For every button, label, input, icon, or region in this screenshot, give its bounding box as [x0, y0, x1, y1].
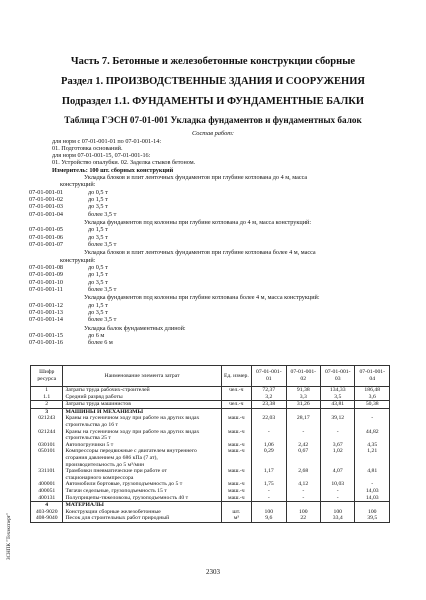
cell-line: Автомобили бортовые, грузоподъемность до 5 т: [65, 481, 183, 488]
cell-line: 400131: [38, 494, 56, 501]
value-cell: [252, 442, 286, 449]
cell-line: 10,03: [331, 481, 345, 488]
cell-line: 43,81: [331, 401, 345, 408]
cell-line: Компрессоры передвижные с двигателем внутреннего: [65, 448, 197, 455]
unit-cell: [221, 468, 251, 481]
norm-code: 07-01-001-10: [29, 278, 64, 286]
composition-title: Состав работ:: [191, 130, 235, 137]
value-cell: [286, 442, 320, 449]
table-row: [31, 387, 390, 394]
group-title: Укладка фундаментов под колонны при глубине котлована более 4 м, масса конструкций:: [84, 294, 320, 302]
value-cell: [321, 394, 355, 401]
norm-value: более 3,5 т: [88, 210, 117, 218]
cell-line: 0,67: [298, 448, 309, 455]
value-cell: [321, 448, 355, 468]
cell-line: 1,75: [263, 481, 274, 488]
cell-line: -: [336, 428, 339, 435]
cell-line: 9,6: [265, 515, 273, 522]
cell-line: шт.: [232, 508, 241, 515]
cell-line: маш.-ч: [228, 468, 245, 475]
value-cell: [252, 502, 286, 509]
value-cell: [321, 387, 355, 394]
value-cell: [321, 495, 355, 502]
cell-line: Затраты труда машинистов: [65, 401, 131, 408]
cell-line: 4,07: [332, 468, 343, 475]
resource-name-cell: [63, 429, 221, 442]
value-cell: [286, 481, 320, 488]
value-cell: [286, 502, 320, 509]
resource-code-cell: [31, 468, 63, 481]
value-cell: [321, 401, 355, 409]
norm-code: 07-01-001-13: [29, 309, 64, 316]
cell-line: 2: [45, 401, 49, 408]
cell-line: маш.-ч: [228, 428, 245, 435]
value-cell: [252, 468, 286, 481]
value-cell: [286, 448, 320, 468]
norm-code: 07-01-001-09: [29, 271, 64, 279]
value-cell: [252, 448, 286, 468]
cell-line: 0,29: [263, 448, 274, 455]
value-cell: [252, 488, 286, 495]
norm-code: 07-01-001-02: [29, 195, 64, 203]
cell-line: Тягачи седельные, грузоподъемность 15 т: [65, 487, 167, 494]
unit-cell: [221, 481, 251, 488]
cell-line: маш.-ч: [228, 448, 245, 455]
composition-line: для норм 07-01-001-15, 07-01-001-16:: [52, 152, 151, 159]
cell-line: 1,02: [332, 448, 343, 455]
value-cell: [355, 502, 390, 509]
norm-value: более 3,5 т: [88, 285, 117, 293]
value-cell: [286, 488, 320, 495]
unit-cell: [221, 408, 251, 415]
composition-line: 01. Устройство опалубки. 02. Заделка стыков бетоном.: [52, 159, 196, 166]
value-cell: [355, 448, 390, 468]
cell-line: 3,67: [332, 441, 343, 448]
norm-code: 07-01-001-06: [29, 233, 64, 241]
cell-line: -: [336, 494, 339, 501]
cell-line: 050101: [38, 448, 56, 455]
table-title: Таблица ГЭСН 07-01-001 Укладка фундаментов и фундаментных балок: [64, 115, 362, 125]
table-header-row: [31, 366, 390, 387]
unit-cell: [221, 448, 251, 468]
table-row: [31, 488, 390, 495]
norm-value: до 0,5 т: [88, 188, 108, 196]
table-row: [31, 509, 390, 523]
value-cell: [252, 429, 286, 442]
norm-code: 07-01-001-03: [29, 203, 64, 211]
cell-line: строительства 25 т: [65, 435, 111, 442]
value-cell: [355, 468, 390, 481]
resource-code-cell: [31, 394, 63, 401]
composition-line: 01. Подготовка оснований.: [52, 145, 123, 152]
unit-cell: [221, 502, 251, 509]
norm-code: 07-01-001-07: [29, 240, 64, 248]
norm-value: до 3,5 т: [88, 278, 108, 286]
cell-line: стационарного компрессора: [65, 474, 134, 481]
cell-line: 33,4: [332, 515, 343, 522]
cell-line: 408-9040: [35, 515, 58, 522]
header-cell: 07-01-001-04: [355, 366, 390, 387]
unit-cell: [221, 429, 251, 442]
cell-line: Автопогрузчики 5 т: [65, 441, 114, 448]
cell-line: 3,2: [265, 393, 273, 400]
table-row: [31, 448, 390, 468]
cell-line: 14,03: [365, 487, 379, 494]
cell-line: Краны на гусеничном ходу при работе на других видах: [65, 428, 200, 435]
cell-line: Конструкции сборные железобетонные: [65, 508, 161, 515]
header-cell: 07-01-001-03: [321, 366, 355, 387]
cell-line: 14,03: [365, 494, 379, 501]
resource-name-cell: [63, 495, 221, 502]
cell-line: 021244: [38, 428, 56, 435]
value-cell: [355, 488, 390, 495]
value-cell: [321, 488, 355, 495]
resource-name-cell: [63, 468, 221, 481]
group-title: Укладка блоков и плит ленточных фундаментов при глубине котлована до 4 м, масса: [84, 174, 308, 181]
unit-cell: [221, 488, 251, 495]
cell-line: 3,6: [368, 393, 376, 400]
cell-line: 4: [45, 502, 49, 509]
unit-cell: [221, 509, 251, 523]
cell-line: 4,12: [298, 481, 309, 488]
value-cell: [355, 429, 390, 442]
resource-name-cell: [63, 481, 221, 488]
value-cell: [355, 408, 390, 415]
cell-line: 2,42: [298, 441, 309, 448]
norm-value: до 3,5 т: [88, 233, 108, 241]
cell-line: 50,38: [365, 401, 379, 408]
unit-cell: [221, 415, 251, 428]
value-cell: [321, 468, 355, 481]
value-cell: [286, 415, 320, 428]
cell-line: Средний разряд работы: [65, 393, 123, 400]
cell-line: 22,03: [262, 415, 276, 422]
table-row: [31, 495, 390, 502]
value-cell: [252, 387, 286, 394]
resource-name-cell: [63, 502, 221, 509]
resource-code-cell: [31, 488, 63, 495]
cell-line: 1: [45, 387, 49, 393]
resource-name-cell: [63, 509, 221, 523]
cell-line: Полуприцепы-тяжеловозы, грузоподъемность 40 т: [65, 494, 189, 501]
cell-line: -: [302, 494, 305, 501]
cell-line: 100: [367, 508, 377, 515]
resource-name-cell: [63, 488, 221, 495]
value-cell: [355, 387, 390, 394]
value-cell: [321, 442, 355, 449]
norm-value: более 3,5 т: [88, 240, 117, 248]
value-cell: [286, 394, 320, 401]
unit-cell: [221, 401, 251, 409]
cell-line: 72,37: [262, 387, 276, 393]
resource-code-cell: [31, 448, 63, 468]
value-cell: [286, 429, 320, 442]
table-row: [31, 415, 390, 428]
resource-code-cell: [31, 408, 63, 415]
side-note: ЗСНПК "Техэксперт": [6, 512, 12, 560]
resource-name-cell: [63, 394, 221, 401]
cell-line: 28,17: [296, 415, 310, 422]
cell-line: производительность до 5 м³/мин: [65, 461, 145, 468]
resource-name-cell: [63, 387, 221, 394]
cell-line: МАШИНЫ И МЕХАНИЗМЫ: [65, 408, 144, 415]
cell-line: 1,17: [263, 468, 274, 475]
table-row: [31, 429, 390, 442]
group-title: Укладка блоков и плит ленточных фундаментов при глубине котлована более 4 м, масса: [84, 249, 316, 257]
cell-line: маш.-ч: [228, 441, 245, 448]
cell-line: чел.-ч: [229, 387, 244, 393]
cell-line: 2,68: [298, 468, 309, 475]
norm-code: 07-01-001-12: [29, 301, 64, 309]
cell-line: 403-9020: [35, 508, 58, 515]
cell-line: 3,3: [299, 393, 307, 400]
value-cell: [321, 429, 355, 442]
cell-line: 39,5: [367, 515, 378, 522]
value-cell: [321, 481, 355, 488]
value-cell: [286, 509, 320, 523]
cell-line: 31,26: [296, 401, 310, 408]
value-cell: [355, 401, 390, 409]
section-heading: Раздел 1. ПРОИЗВОДСТВЕННЫЕ ЗДАНИЯ И СООРУЖЕНИЯ: [61, 76, 365, 87]
chapter-heading: Часть 7. Бетонные и железобетонные конструкции сборные: [70, 56, 356, 67]
cell-line: 100: [299, 508, 308, 515]
resource-code-cell: [31, 495, 63, 502]
table-row: [31, 394, 390, 401]
resource-name-cell: [63, 415, 221, 428]
value-cell: [355, 509, 390, 523]
value-cell: [286, 408, 320, 415]
unit-cell: [221, 495, 251, 502]
resource-code-cell: [31, 387, 63, 394]
norm-value: до 1,5 т: [88, 195, 108, 203]
cell-line: 39,12: [331, 415, 345, 422]
cell-line: Затраты труда рабочих-строителей: [65, 387, 150, 393]
cell-line: 1,06: [263, 441, 274, 448]
norm-value: до 6 м: [88, 332, 105, 340]
value-cell: [355, 481, 390, 488]
cell-line: -: [371, 481, 374, 488]
value-cell: [355, 394, 390, 401]
cell-line: 22: [300, 515, 307, 522]
norm-value: до 3,5 т: [88, 203, 108, 211]
resource-code-cell: [31, 401, 63, 409]
cell-line: МАТЕРИАЛЫ: [65, 502, 104, 509]
cell-line: 3,5: [334, 393, 342, 400]
cell-line: 134,33: [329, 387, 346, 393]
cell-line: 91,38: [296, 387, 310, 393]
cell-line: 44,82: [365, 428, 379, 435]
cell-line: м³: [233, 515, 239, 522]
unit-cell: [221, 442, 251, 449]
unit-cell: [221, 387, 251, 394]
cell-line: маш.-ч: [228, 487, 245, 494]
resource-name-cell: [63, 442, 221, 449]
norm-code: 07-01-001-15: [29, 332, 64, 340]
cell-line: -: [267, 494, 270, 501]
resource-code-cell: [31, 415, 63, 428]
cell-line: 4,35: [367, 441, 378, 448]
subsection-heading: Подраздел 1.1. ФУНДАМЕНТЫ И ФУНДАМЕНТНЫЕ БАЛКИ: [61, 96, 365, 107]
cell-line: 3: [45, 408, 49, 415]
resource-name-cell: [63, 448, 221, 468]
cell-line: строительства до 16 т: [65, 421, 119, 428]
cell-line: сгорания давлением до 686 кПа (7 ат),: [65, 454, 158, 461]
header-cell: 07-01-001-02: [286, 366, 320, 387]
table-row: [31, 481, 390, 488]
group-title: конструкций:: [60, 181, 96, 189]
table-row: [31, 468, 390, 481]
value-cell: [252, 408, 286, 415]
norm-value: более 6 м: [88, 339, 113, 347]
cell-line: 1,21: [367, 448, 378, 455]
cell-line: -: [336, 487, 339, 494]
cell-line: 100: [333, 508, 342, 515]
unit-cell: [221, 394, 251, 401]
norm-code: 07-01-001-14: [29, 316, 64, 324]
value-cell: [252, 495, 286, 502]
norm-value: до 1,5 т: [88, 301, 108, 309]
norm-code: 07-01-001-11: [29, 285, 63, 293]
resource-code-cell: [31, 502, 63, 509]
resource-code-cell: [31, 509, 63, 523]
cell-line: -: [267, 428, 270, 435]
group-title: Укладка фундаментов под колонны при глубине котлована до 4 м, масса конструкций:: [84, 219, 312, 226]
group-title: Укладка балок фундаментных длиной:: [84, 324, 186, 332]
value-cell: [286, 468, 320, 481]
table-row: [31, 442, 390, 449]
norm-code: 07-01-001-08: [29, 264, 64, 271]
value-cell: [286, 495, 320, 502]
norm-value: до 1,5 т: [88, 226, 108, 234]
cell-line: маш.-ч: [228, 494, 245, 501]
resources-table: [30, 365, 390, 523]
resource-code-cell: [31, 481, 63, 488]
cell-line: 030101: [38, 441, 56, 448]
value-cell: [321, 502, 355, 509]
cell-line: 1.1: [43, 393, 51, 400]
value-cell: [252, 394, 286, 401]
norm-code: 07-01-001-04: [29, 210, 64, 218]
resource-name-cell: [63, 401, 221, 409]
cell-line: -: [302, 487, 305, 494]
cell-line: -: [302, 428, 305, 435]
cell-line: 021243: [38, 415, 56, 422]
norm-code: 07-01-001-16: [29, 339, 64, 347]
table-row: [31, 401, 390, 409]
norm-code: 07-01-001-01: [29, 188, 64, 196]
cell-line: Песок для строительных работ природный: [65, 515, 170, 522]
value-cell: [321, 509, 355, 523]
cell-line: Трамбовки пневматические при работе от: [65, 468, 167, 475]
resource-code-cell: [31, 442, 63, 449]
norm-value: до 3,5 т: [88, 309, 108, 316]
norm-code: 07-01-001-05: [29, 226, 64, 234]
value-cell: [252, 415, 286, 428]
value-cell: [355, 415, 390, 428]
header-cell: 07-01-001-01: [252, 366, 286, 387]
cell-line: 331101: [38, 468, 56, 475]
meter-line: Измеритель: 100 шт. сборных конструкций: [52, 167, 174, 174]
cell-line: Краны на гусеничном ходу при работе на других видах: [65, 415, 200, 422]
cell-line: -: [371, 415, 374, 422]
group-title: конструкций:: [60, 256, 96, 264]
norm-value: до 1,5 т: [88, 271, 108, 279]
value-cell: [321, 408, 355, 415]
cell-line: 23,38: [262, 401, 276, 408]
value-cell: [286, 401, 320, 409]
norm-value: до 0,5 т: [88, 264, 108, 271]
value-cell: [252, 481, 286, 488]
cell-line: -: [267, 487, 270, 494]
norm-value: более 3,5 т: [88, 316, 117, 324]
value-cell: [321, 415, 355, 428]
resource-code-cell: [31, 429, 63, 442]
cell-line: маш.-ч: [228, 415, 245, 422]
cell-line: 186,48: [364, 387, 381, 393]
page-number: 2303: [206, 568, 220, 576]
cell-line: 4,81: [367, 468, 378, 475]
value-cell: [252, 401, 286, 409]
value-cell: [355, 442, 390, 449]
cell-line: маш.-ч: [228, 481, 245, 488]
table-row: [31, 502, 390, 509]
composition-line: для норм с 07-01-001-01 по 07-01-001-14:: [52, 138, 162, 145]
value-cell: [252, 509, 286, 523]
value-cell: [355, 495, 390, 502]
cell-line: чел.-ч: [229, 401, 244, 408]
cell-line: 400001: [38, 481, 56, 488]
cell-line: 400051: [38, 487, 56, 494]
header-cell: Наименование элемента затрат: [63, 366, 221, 387]
value-cell: [286, 387, 320, 394]
cell-line: 100: [264, 508, 274, 515]
header-cell: Шифр ресурса: [31, 366, 63, 387]
header-cell: Ед. измер.: [221, 366, 251, 387]
